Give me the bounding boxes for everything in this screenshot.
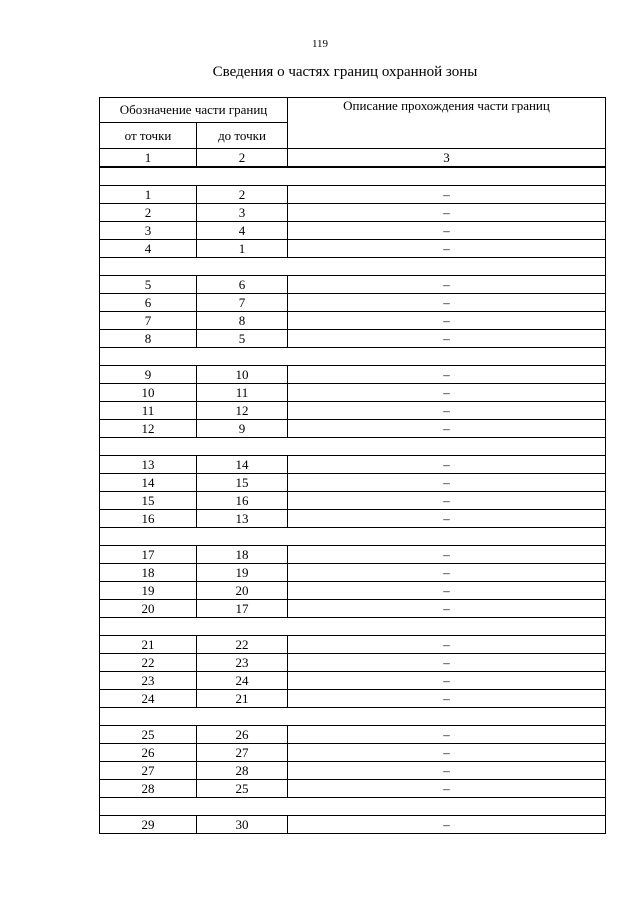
to-point-cell: 6 <box>197 276 288 294</box>
table-row <box>100 762 606 780</box>
group-separator-row <box>100 708 606 726</box>
to-point-cell: 23 <box>197 654 288 672</box>
from-point-cell: 17 <box>100 546 197 564</box>
to-point-cell: 13 <box>197 510 288 528</box>
to-point-cell: 19 <box>197 564 288 582</box>
description-cell: – <box>288 672 606 690</box>
table-row <box>100 402 606 420</box>
table-row <box>100 420 606 438</box>
column-number-row <box>100 149 606 168</box>
table-row <box>100 564 606 582</box>
table-row <box>100 600 606 618</box>
group-separator-row <box>100 167 606 186</box>
from-point-cell: 4 <box>100 240 197 258</box>
to-point-cell: 5 <box>197 330 288 348</box>
to-point-cell: 22 <box>197 636 288 654</box>
to-point-cell: 24 <box>197 672 288 690</box>
description-cell: – <box>288 294 606 312</box>
from-point-cell: 12 <box>100 420 197 438</box>
table-row <box>100 726 606 744</box>
table-row <box>100 456 606 474</box>
description-cell: – <box>288 564 606 582</box>
description-cell: – <box>288 384 606 402</box>
group-separator-row <box>100 348 606 366</box>
table-row <box>100 546 606 564</box>
from-point-cell: 13 <box>100 456 197 474</box>
to-point-cell: 27 <box>197 744 288 762</box>
description-cell: – <box>288 582 606 600</box>
from-point-cell: 5 <box>100 276 197 294</box>
description-cell: – <box>288 366 606 384</box>
from-point-cell: 26 <box>100 744 197 762</box>
table-row <box>100 654 606 672</box>
to-point-cell: 4 <box>197 222 288 240</box>
from-point-cell: 16 <box>100 510 197 528</box>
to-point-cell: 11 <box>197 384 288 402</box>
table-row <box>100 240 606 258</box>
from-point-cell: 1 <box>100 186 197 204</box>
from-point-cell: 15 <box>100 492 197 510</box>
from-point-cell: 21 <box>100 636 197 654</box>
to-point-cell: 14 <box>197 456 288 474</box>
to-point-cell: 15 <box>197 474 288 492</box>
description-cell: – <box>288 474 606 492</box>
boundary-parts-table <box>99 97 606 834</box>
from-point-cell: 2 <box>100 204 197 222</box>
description-cell: – <box>288 312 606 330</box>
description-cell: – <box>288 240 606 258</box>
to-point-cell: 3 <box>197 204 288 222</box>
from-point-cell: 20 <box>100 600 197 618</box>
description-cell: – <box>288 780 606 798</box>
description-cell: – <box>288 744 606 762</box>
description-cell: – <box>288 402 606 420</box>
description-cell: – <box>288 420 606 438</box>
table-row <box>100 312 606 330</box>
to-point-cell: 25 <box>197 780 288 798</box>
document-title: Сведения о частях границ охранной зоны <box>212 64 478 80</box>
from-point-cell: 9 <box>100 366 197 384</box>
description-cell: – <box>288 654 606 672</box>
description-cell: – <box>288 600 606 618</box>
to-point-cell: 8 <box>197 312 288 330</box>
table-row <box>100 384 606 402</box>
table-row <box>100 186 606 204</box>
description-cell: – <box>288 330 606 348</box>
group-separator-row <box>100 438 606 456</box>
column-number: 3 <box>288 149 606 168</box>
group-separator-row <box>100 618 606 636</box>
table-body <box>100 149 606 834</box>
header-description: Описание прохождения части границ <box>288 98 606 149</box>
group-separator-row <box>100 258 606 276</box>
column-number: 1 <box>100 149 197 168</box>
table-row <box>100 672 606 690</box>
table-row <box>100 492 606 510</box>
table-row <box>100 816 606 834</box>
from-point-cell: 8 <box>100 330 197 348</box>
table-row <box>100 582 606 600</box>
table-row <box>100 366 606 384</box>
table-row <box>100 204 606 222</box>
from-point-cell: 24 <box>100 690 197 708</box>
table-row <box>100 474 606 492</box>
from-point-cell: 22 <box>100 654 197 672</box>
table-row <box>100 690 606 708</box>
from-point-cell: 19 <box>100 582 197 600</box>
group-separator-cell <box>100 708 606 726</box>
to-point-cell: 7 <box>197 294 288 312</box>
to-point-cell: 2 <box>197 186 288 204</box>
from-point-cell: 23 <box>100 672 197 690</box>
group-separator-cell <box>100 618 606 636</box>
to-point-cell: 18 <box>197 546 288 564</box>
from-point-cell: 10 <box>100 384 197 402</box>
from-point-cell: 28 <box>100 780 197 798</box>
to-point-cell: 30 <box>197 816 288 834</box>
from-point-cell: 18 <box>100 564 197 582</box>
description-cell: – <box>288 762 606 780</box>
to-point-cell: 28 <box>197 762 288 780</box>
table-row <box>100 510 606 528</box>
description-cell: – <box>288 690 606 708</box>
table-row <box>100 294 606 312</box>
header-to-point: до точки <box>197 123 288 149</box>
table-row <box>100 744 606 762</box>
group-separator-cell <box>100 438 606 456</box>
from-point-cell: 6 <box>100 294 197 312</box>
to-point-cell: 9 <box>197 420 288 438</box>
group-separator-row <box>100 528 606 546</box>
to-point-cell: 20 <box>197 582 288 600</box>
from-point-cell: 25 <box>100 726 197 744</box>
description-cell: – <box>288 456 606 474</box>
from-point-cell: 7 <box>100 312 197 330</box>
description-cell: – <box>288 816 606 834</box>
description-cell: – <box>288 204 606 222</box>
to-point-cell: 12 <box>197 402 288 420</box>
description-cell: – <box>288 492 606 510</box>
table-row <box>100 780 606 798</box>
description-cell: – <box>288 222 606 240</box>
to-point-cell: 17 <box>197 600 288 618</box>
description-cell: – <box>288 546 606 564</box>
table-row <box>100 636 606 654</box>
to-point-cell: 10 <box>197 366 288 384</box>
from-point-cell: 14 <box>100 474 197 492</box>
from-point-cell: 27 <box>100 762 197 780</box>
description-cell: – <box>288 636 606 654</box>
description-cell: – <box>288 276 606 294</box>
header-boundary-designation: Обозначение части границ <box>100 98 288 123</box>
from-point-cell: 3 <box>100 222 197 240</box>
description-cell: – <box>288 510 606 528</box>
to-point-cell: 21 <box>197 690 288 708</box>
group-separator-cell <box>100 348 606 366</box>
table-row <box>100 276 606 294</box>
to-point-cell: 16 <box>197 492 288 510</box>
group-separator-cell <box>100 258 606 276</box>
table-row <box>100 222 606 240</box>
group-separator-cell <box>100 528 606 546</box>
header-from-point: от точки <box>100 123 197 149</box>
to-point-cell: 26 <box>197 726 288 744</box>
group-separator-cell <box>100 798 606 816</box>
description-cell: – <box>288 186 606 204</box>
to-point-cell: 1 <box>197 240 288 258</box>
from-point-cell: 11 <box>100 402 197 420</box>
group-separator-row <box>100 798 606 816</box>
table-row <box>100 330 606 348</box>
group-separator-cell <box>100 167 606 186</box>
from-point-cell: 29 <box>100 816 197 834</box>
column-number: 2 <box>197 149 288 168</box>
page-number: 119 <box>311 38 329 50</box>
description-cell: – <box>288 726 606 744</box>
